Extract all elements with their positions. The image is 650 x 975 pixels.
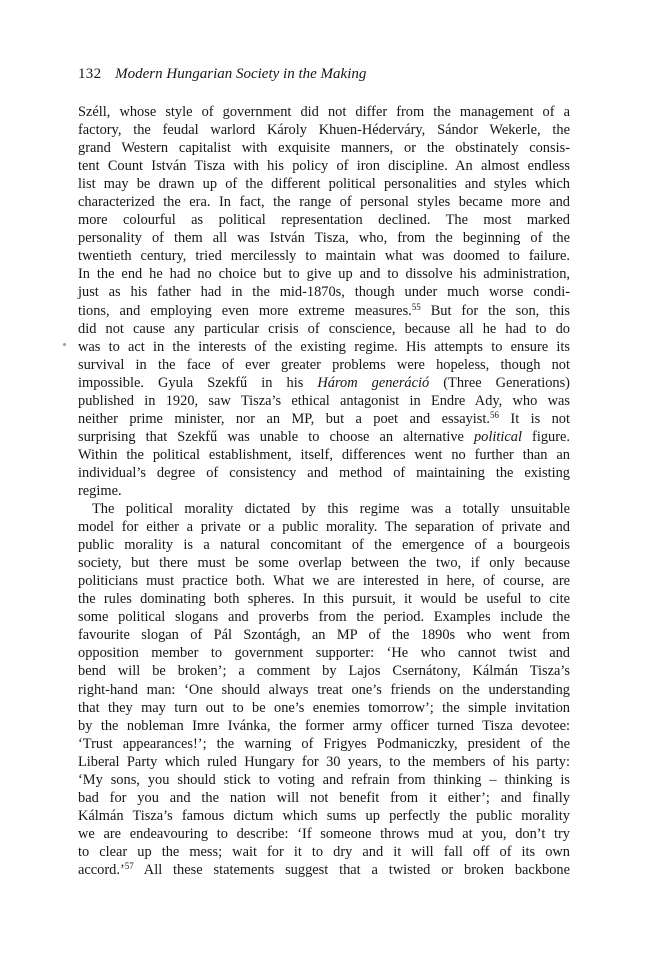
text-line: favourite slogan of Pál Szontágh, an MP of the 1890s who went from: [78, 627, 570, 644]
emphasis: political: [473, 428, 522, 445]
line-text: (Three Generations): [429, 374, 570, 391]
text-line: was to act in the interests of the existing regime. His attempts to ensure its: [78, 338, 570, 355]
line-text: tions, and employing even more extreme measures.: [78, 302, 412, 319]
text-line: by the nobleman Imre Ivánka, the former army officer turned Tisza devotee:: [78, 717, 570, 734]
paragraph-1: [78, 103, 570, 500]
margin-mark: [63, 343, 66, 346]
body-text: [78, 103, 570, 879]
text-line: published in 1920, saw Tisza’s ethical antagonist in Endre Ady, who was: [78, 392, 570, 409]
line-text: impossible. Gyula Szekfű in his: [78, 374, 304, 391]
text-line: politicians must practice both. What we are interested in here, of course, are: [78, 573, 570, 590]
text-line: twentieth century, tried mercilessly to maintain what was doomed to failure.: [78, 248, 570, 265]
line-text: figure.: [521, 428, 570, 445]
text-line: [78, 374, 570, 392]
footnote-ref-56[interactable]: 56: [490, 409, 499, 420]
text-line: did not cause any particular crisis of conscience, because all he had to do: [78, 320, 570, 337]
page-number: 132: [78, 66, 102, 82]
text-line: In the end he had no choice but to give up and to dissolve his administration,: [78, 266, 570, 283]
paragraph-2: [78, 500, 570, 879]
text-line: [78, 410, 570, 428]
text-line: [78, 302, 570, 320]
text-line: The political morality dictated by this regime was a totally unsuitable: [92, 501, 570, 518]
text-line: society, but there must be some overlap between the two, if only because: [78, 555, 570, 572]
text-line: ‘Trust appearances!’; the warning of Frigyes Podmaniczky, president of the: [78, 735, 570, 752]
text-line: characterized the era. In fact, the range of personal styles became more and: [78, 194, 570, 211]
line-text: surprising that Szekfű was unable to choose an alternative: [78, 428, 464, 445]
line-text: neither prime minister, nor an MP, but a poet and essayist.: [78, 410, 490, 427]
text-line: Liberal Party which ruled Hungary for 30 years, to the members of his party:: [78, 753, 570, 770]
text-line: individual’s degree of consistency and method of maintaining the existing: [78, 464, 570, 481]
book-title: Három generáció: [317, 374, 430, 391]
text-line: Kálmán Tisza’s famous dictum which sums up perfectly the public morality: [78, 807, 570, 824]
running-header: [78, 65, 366, 83]
line-text: All these statements suggest that a twisted or broken backbone: [133, 861, 570, 878]
text-line: more colourful as political representation declined. The most marked: [78, 212, 570, 229]
text-line: that they may turn out to be one’s enemies tomorrow’; the simple invitation: [78, 699, 570, 716]
text-line: bend will be broken’; a comment by Lajos Csernátony, Kálmán Tisza’s: [78, 663, 570, 680]
text-line: Within the political establishment, itself, differences went no further than an: [78, 446, 570, 463]
line-text: It is not: [499, 410, 570, 427]
line-text: accord.’: [78, 861, 125, 878]
text-line: grand Western capitalist with exquisite manners, or the obstinately consis-: [78, 140, 570, 157]
text-line: personality of them all was István Tisza, who, from the beginning of the: [78, 230, 570, 247]
text-line: opposition member to government supporter: ‘He who cannot twist and: [78, 645, 570, 662]
text-line: tent Count István Tisza with his policy of iron discipline. An almost endless: [78, 158, 570, 175]
text-line: ‘My sons, you should stick to voting and refrain from thinking – thinking is: [78, 771, 570, 788]
text-line: the rules dominating both spheres. In this pursuit, it would be useful to cite: [78, 591, 570, 608]
text-line: factory, the feudal warlord Károly Khuen-Héderváry, Sándor Wekerle, the: [78, 122, 570, 139]
running-title: Modern Hungarian Society in the Making: [115, 66, 367, 82]
text-line: some political slogans and proverbs from the period. Examples include the: [78, 609, 570, 626]
text-line: Széll, whose style of government did not differ from the management of a: [78, 104, 570, 120]
text-line: model for either a private or a public morality. The separation of private and: [78, 519, 570, 536]
text-line: we are endeavouring to describe: ‘If someone throws mud at you, don’t try: [78, 825, 570, 842]
text-line: [78, 428, 570, 446]
line-text: But for the son, this: [420, 302, 570, 319]
text-line: right-hand man: ‘One should always treat one’s friends on the understanding: [78, 681, 570, 698]
text-line: regime.: [78, 482, 122, 499]
text-line: to clear up the mess; wait for it to dry and it will fall off of its own: [78, 843, 570, 860]
text-line: just as his father had in the mid-1870s, though under much worse condi-: [78, 284, 570, 301]
text-line: list may be drawn up of the different political personalities and styles which: [78, 176, 570, 193]
footnote-ref-57[interactable]: 57: [124, 860, 134, 871]
text-line: [78, 861, 570, 879]
footnote-ref-55[interactable]: 55: [411, 301, 421, 312]
text-line: survival in the face of ever greater problems were hopeless, though not: [78, 356, 570, 373]
text-line: public morality is a natural concomitant of the emergence of a bourgeois: [78, 537, 570, 554]
text-line: bad for you and the nation will not benefit from it either’; and finally: [78, 789, 570, 806]
